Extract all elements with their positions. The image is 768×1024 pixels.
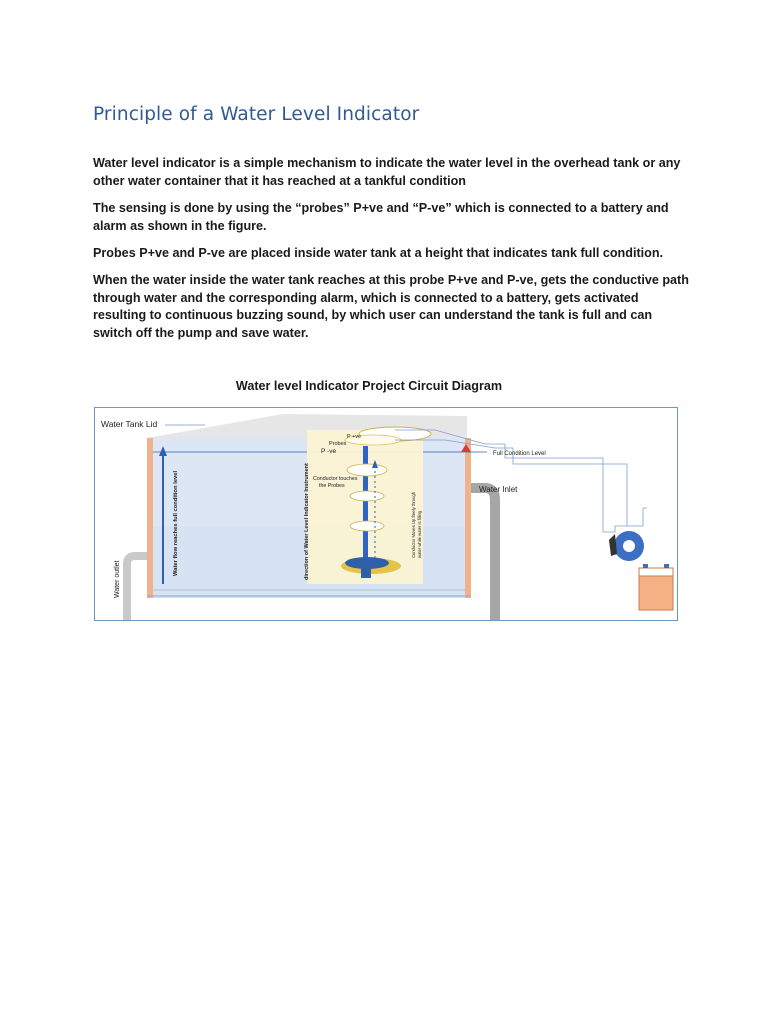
- label-water-outlet: Water outlet: [114, 560, 121, 598]
- label-water-flow: Water flow reaches full condition level: [173, 470, 179, 576]
- tank-right-wall: [465, 438, 471, 598]
- label-full-condition: Full Condition Level: [493, 451, 546, 457]
- circuit-diagram: [94, 407, 678, 621]
- paragraph-probes: Probes P+ve and P-ve are placed inside water tank at a height that indicates tank full condition.: [93, 246, 664, 260]
- battery-terminal-negative: [664, 564, 669, 568]
- battery-top: [639, 568, 673, 576]
- water-inlet-pipe: [471, 488, 495, 621]
- paragraph-operation: When the water inside the water tank reaches at this probe P+ve and P-ve, gets the conductive path through water and the corresponding alarm, which is connected to a battery, gets activated resulting to continuous buzzing sound, by which user can understand the tank is full and can switch off the pump and save water.: [93, 273, 689, 340]
- label-probes: Probes: [329, 441, 347, 447]
- float-disc-3: [350, 521, 384, 531]
- paragraph-intro: Water level indicator is a simple mechanism to indicate the water level in the overhead tank or any other water container that it has reached at a tankful condition: [93, 156, 681, 188]
- label-p-positive: P +ve: [347, 434, 362, 440]
- label-p-negative: P -ve: [321, 448, 337, 455]
- page-title: Principle of a Water Level Indicator: [93, 104, 420, 125]
- label-the-probes: the Probes: [319, 483, 345, 489]
- circuit-diagram-svg: [95, 408, 678, 621]
- label-conductor-moves: Conductor Moves Up freely through: [411, 491, 416, 558]
- alarm-speaker-icon: [609, 534, 617, 556]
- paragraph-sensing: The sensing is done by using the “probes” P+ve and “P-ve” which is connected to a battery and alarm as shown in the figure.: [93, 201, 669, 233]
- label-water-inlet: Water Inlet: [479, 485, 518, 494]
- float-disc-2: [350, 491, 384, 501]
- battery-icon: [639, 574, 673, 610]
- water-outlet-pipe: [127, 556, 147, 621]
- label-conductor-moves-2: water while water is filling: [417, 510, 422, 558]
- float-base-stem: [361, 566, 371, 578]
- float-disc-1: [347, 464, 387, 476]
- label-conductor-touches: Conductor touches: [313, 476, 358, 482]
- wire-battery-alarm: [603, 508, 647, 532]
- label-direction: direction of Water Level Indicator Instrument: [304, 463, 310, 580]
- alarm-icon-center: [623, 540, 635, 552]
- battery-terminal-positive: [643, 564, 648, 568]
- figure-caption: Water level Indicator Project Circuit Diagram: [235, 379, 503, 393]
- tank-left-wall: [147, 438, 153, 598]
- label-tank-lid: Water Tank Lid: [101, 419, 158, 429]
